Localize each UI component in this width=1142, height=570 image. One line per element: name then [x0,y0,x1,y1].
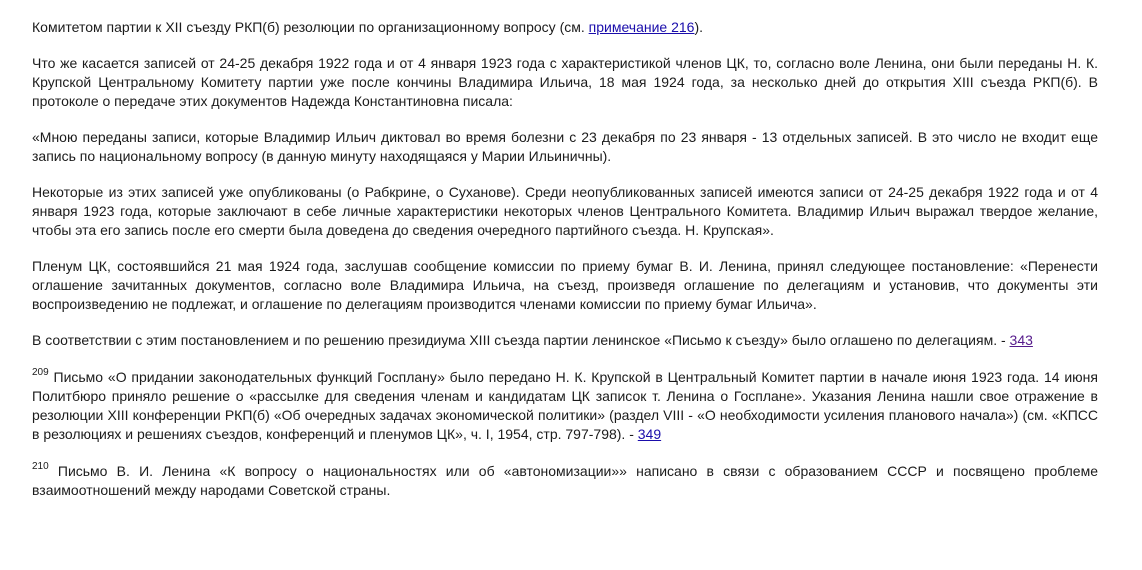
footnote-number: 209 [32,367,49,379]
footnote-209 [32,368,1098,444]
paragraph-resolution-reference [32,0,1098,37]
paragraph-tail: ). [694,19,704,35]
paragraph-text: Пленум ЦК, состоявшийся 21 мая 1924 года, заслушав сообщение комиссии по приему бумаг В. И. Ленина, принял следующее постановление: «Перенести оглашение зачитанных документов, согласно воле Владимира Ильича, на съезд, произведя оглашение по делегациям и установив, что документы эти воспроизведению не подлежат, и оглашение по делегациям производится членами комиссии по приему бумаг Ильича». [32,258,1098,312]
page-343-link[interactable]: 343 [1009,332,1033,348]
paragraph-text: «Мною переданы записи, которые Владимир Ильич диктовал во время болезни с 23 декабря по 23 января - 13 отдельных записей. В это число не входит еще запись по национальному вопросу (в данную минуту находящаяся у Марии Ильиничны). [32,129,1098,164]
paragraph-records-transfer [32,54,1098,111]
paragraph-krupskaya-quote-end [32,183,1098,240]
paragraph-text: Комитетом партии к XII съезду РКП(б) резолюции по организационному вопросу (см. [32,19,589,35]
footnote-210 [32,462,1098,500]
paragraph-text: Некоторые из этих записей уже опубликованы (о Рабкрине, о Суханове). Среди неопубликованных записей имеются записи от 24-25 декабря 1922 года и от 4 января 1923 года, которые заключают в себе личные характеристики некоторых членов Центрального Комитета. Владимир Ильич выражал твердое желание, чтобы эта его запись после его смерти была доведена до сведения очередного партийного съезда. Н. Крупская». [32,184,1098,238]
paragraph-text: В соответствии с этим постановлением и по решению президиума XIII съезда партии ленинское «Письмо к съезду» было оглашено по делегациям. - [32,332,1010,348]
footnote-text: Письмо В. И. Ленина «К вопросу о национальностях или об «автономизации»» написано в связи с образованием СССР и посвящено проблеме взаимоотношений между народами Советской страны. [32,463,1098,498]
note-216-link[interactable]: примечание 216 [588,19,695,35]
paragraph-text: Что же касается записей от 24-25 декабря 1922 года и от 4 января 1923 года с характеристикой членов ЦК, то, согласно воле Ленина, они были переданы Н. К. Крупской Центральному Комитету партии уже после кончины Владимира Ильича, 18 мая 1924 года, за несколько дней до открытия XIII съезда РКП(б). В протоколе о передаче этих документов Надежда Константиновна писала: [32,55,1098,109]
paragraph-krupskaya-quote-start [32,128,1098,166]
page-349-link[interactable]: 349 [637,426,662,442]
paragraph-plenum-decision [32,257,1098,314]
footnote-text: Письмо «О придании законодательных функций Госплану» было передано Н. К. Крупской в Центральный Комитет партии в начале июня 1923 года. 14 июня Политбюро приняло решение о «рассылке для сведения членам и кандидатам ЦК записок т. Ленина о Госплане». Указания Ленина нашли свое отражение в резолюции XIII конференции РКП(б) «Об очередных задачах экономической политики» (раздел VIII - «О необходимости усиления планового начала») (см. «КПСС в резолюциях и решениях съездов, конференций и пленумов ЦК», ч. I, 1954, стр. 797-798). - [32,369,1098,442]
paragraph-congress-letter [32,331,1098,350]
footnote-number: 210 [32,461,49,473]
